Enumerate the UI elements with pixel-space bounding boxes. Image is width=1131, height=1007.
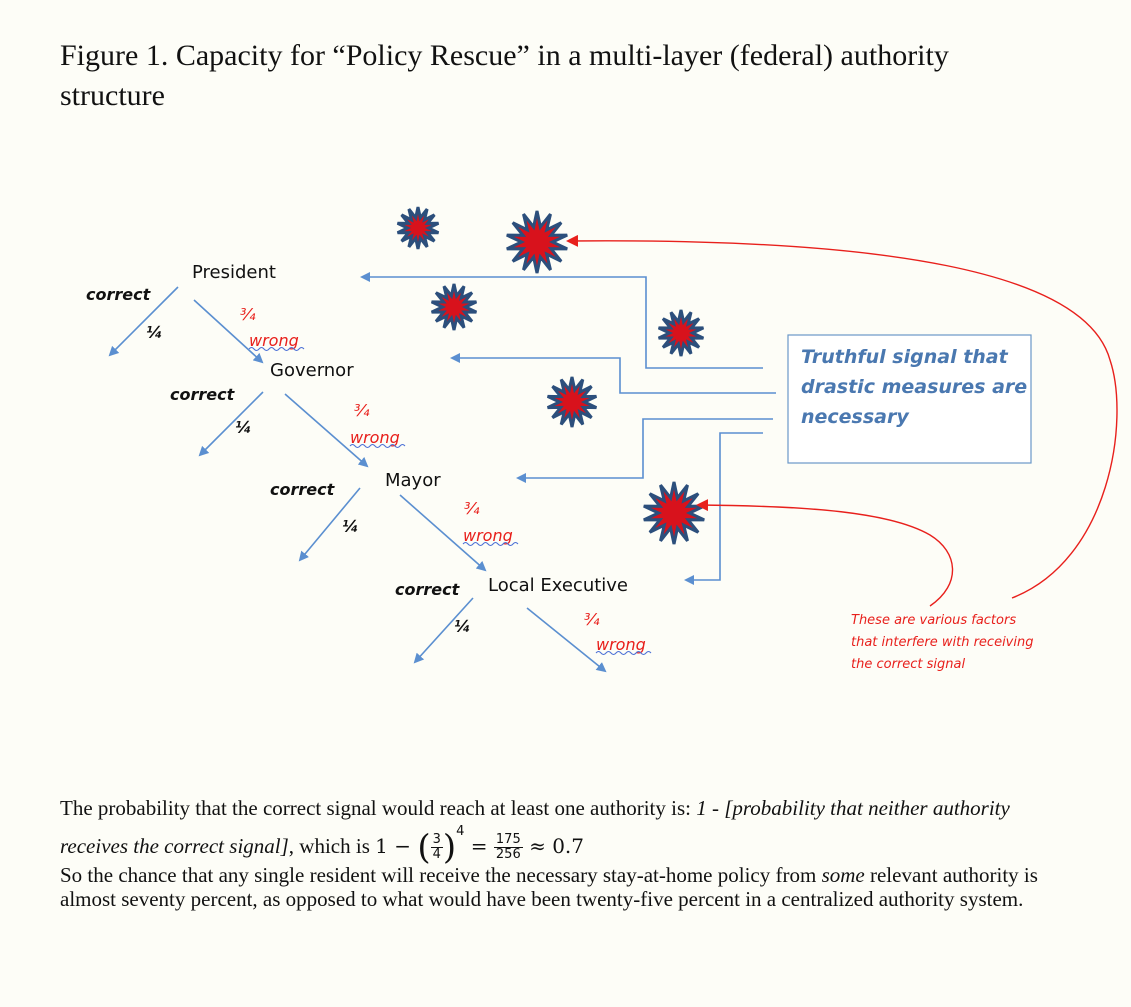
interference-burst-3 xyxy=(432,284,477,330)
interference-burst-1 xyxy=(398,207,439,249)
explanation-text xyxy=(60,796,1070,911)
label-wrong-3: wrong xyxy=(463,526,513,545)
formula-one-minus: 1 − xyxy=(375,834,411,858)
explanation-p1-end: , which is xyxy=(288,834,376,858)
figure-title: Figure 1. Capacity for “Policy Rescue” in a multi-layer (federal) authority structure xyxy=(60,39,949,112)
formula-result-denominator: 256 xyxy=(495,847,521,862)
interference-note-line-2: that interfere with receiving xyxy=(851,635,1034,650)
formula-equals: = xyxy=(470,834,488,858)
node-president: President xyxy=(192,262,276,283)
formula-base-numerator: 3 xyxy=(432,832,441,847)
interference-note-line-1: These are various factors xyxy=(851,613,1017,628)
interference-note-line-3: the correct signal xyxy=(851,657,966,672)
label-wrong-fraction-1: ¾ xyxy=(240,305,256,324)
node-local-executive: Local Executive xyxy=(488,575,629,596)
formula-base-denominator: 4 xyxy=(432,847,441,862)
label-correct-3: correct xyxy=(270,480,335,499)
label-wrong-fraction-3: ¾ xyxy=(464,499,480,518)
explanation-p1-start: The probability that the correct signal would reach at least one authority is: xyxy=(60,796,697,820)
interference-burst-5 xyxy=(548,377,597,427)
explanation-p2-end: relevant authority is almost seventy percent, as opposed to what would have been twenty-five percent in a centralized authority system. xyxy=(60,862,1038,911)
label-wrong-fraction-2: ¾ xyxy=(354,401,370,420)
signal-arrow-mayor xyxy=(518,419,773,478)
label-correct-4: correct xyxy=(395,580,460,599)
probability-formula xyxy=(375,824,585,868)
interference-pointer-bottom xyxy=(698,505,953,606)
label-wrong-4: wrong xyxy=(596,635,646,654)
explanation-paragraph-1 xyxy=(60,796,1070,868)
label-wrong-2: wrong xyxy=(350,428,400,447)
label-correct-2: correct xyxy=(170,385,235,404)
formula-exponent: 4 xyxy=(456,824,465,839)
label-correct-fraction-3: ¼ xyxy=(342,517,359,536)
node-mayor: Mayor xyxy=(385,470,441,491)
label-wrong-1: wrong xyxy=(249,331,299,350)
formula-approx: ≈ 0.7 xyxy=(529,834,585,858)
signal-text-line-1: Truthful signal that xyxy=(801,346,1008,368)
interference-burst-6 xyxy=(644,482,704,544)
formula-base-fraction xyxy=(431,833,443,862)
signal-arrow-president xyxy=(362,277,763,368)
formula-result-fraction xyxy=(494,833,523,862)
node-governor: Governor xyxy=(270,360,354,381)
explanation-p1-italic: 1 - [probability that neither authority receives the correct signal] xyxy=(60,796,1010,858)
label-correct-fraction-1: ¼ xyxy=(146,323,163,342)
label-wrong-fraction-4: ¾ xyxy=(584,610,600,629)
label-correct-fraction-2: ¼ xyxy=(235,418,252,437)
label-correct-1: correct xyxy=(86,285,151,304)
explanation-paragraph-2 xyxy=(60,863,1070,911)
formula-open-paren: ( xyxy=(417,827,431,868)
explanation-p2-start: So the chance that any single resident will receive the necessary stay-at-home policy from xyxy=(60,862,822,887)
label-correct-fraction-4: ¼ xyxy=(454,617,471,636)
signal-text-line-2: drastic measures are xyxy=(801,376,1028,398)
formula-close-paren: ) xyxy=(442,827,457,868)
explanation-p2-italic: some xyxy=(821,862,865,887)
interference-burst-2 xyxy=(507,211,567,273)
interference-burst-4 xyxy=(659,310,704,356)
signal-text-line-3: necessary xyxy=(801,406,909,428)
signal-arrow-governor xyxy=(452,358,776,393)
formula-result-numerator: 175 xyxy=(495,832,521,847)
